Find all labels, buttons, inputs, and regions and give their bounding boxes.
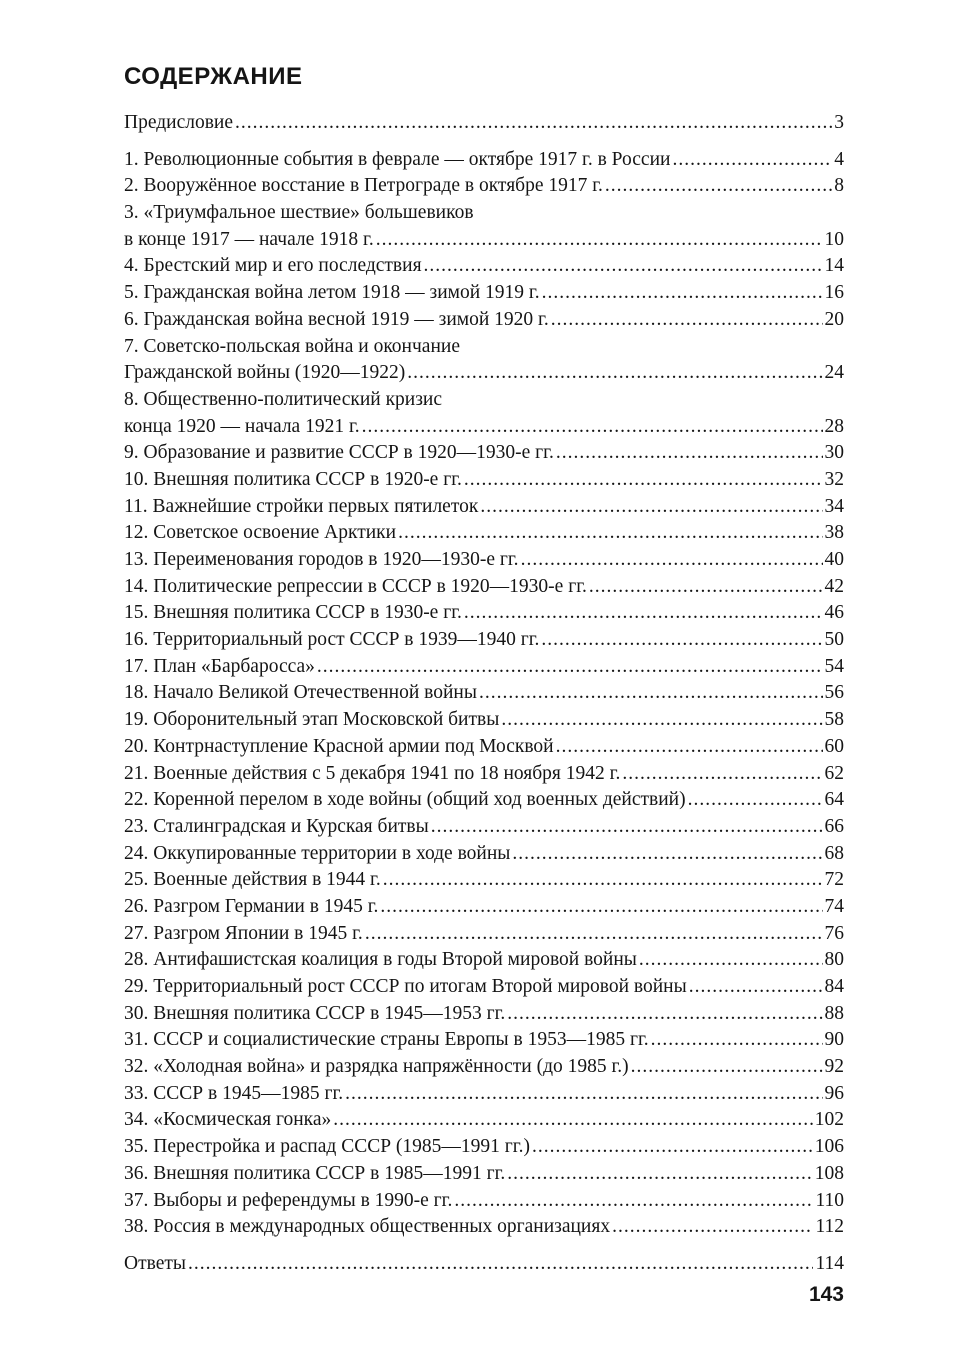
dot-leader [376, 227, 823, 254]
dot-leader [651, 1027, 823, 1054]
dot-leader [612, 1214, 813, 1241]
toc-entry-page: 112 [815, 1216, 844, 1238]
dot-leader [631, 1054, 823, 1081]
dot-leader [688, 787, 823, 814]
toc-entry-page: 66 [824, 815, 844, 837]
toc-entry-title: 6. Гражданская война весной 1919 — зимой 1920 г. [124, 308, 549, 330]
toc-entry-title: 34. «Космическая гонка» [124, 1109, 332, 1131]
toc-entry-title: 4. Брестский мир и его последствия [124, 255, 422, 277]
toc-entry-page: 90 [824, 1029, 844, 1051]
toc-entry-page: 16 [824, 282, 844, 304]
dot-leader [235, 110, 832, 137]
dot-leader [507, 1001, 822, 1028]
toc-entry-title: Предисловие [124, 112, 234, 133]
toc-entry-page: 38 [824, 522, 844, 544]
toc-entry-page: 80 [824, 949, 844, 971]
toc-entry[interactable] [124, 520, 844, 547]
toc-entry-title: 17. План «Барбаросса» [124, 655, 315, 677]
toc-entry[interactable] [124, 1054, 844, 1081]
toc-entry-page: 32 [824, 468, 844, 490]
dot-leader [424, 253, 823, 280]
toc-entry-title: 30. Внешняя политика СССР в 1945—1953 гг. [124, 1002, 506, 1024]
toc-entry[interactable] [124, 1081, 844, 1108]
dot-leader [407, 360, 822, 387]
toc-entry-title: 33. СССР в 1945—1985 гг. [124, 1082, 344, 1104]
toc-entry-title: 38. Россия в международных общественных организациях [124, 1216, 611, 1238]
dot-leader [622, 761, 822, 788]
toc-entry-title: 35. Перестройка и распад СССР (1985—1991 гг.) [124, 1136, 530, 1158]
toc-entry[interactable] [124, 787, 844, 814]
dot-leader [532, 1134, 813, 1161]
toc-entry-title: 11. Важнейшие стройки первых пятилеток [124, 495, 479, 517]
toc-entry-page: 42 [824, 575, 844, 597]
toc-entry-page: 4 [834, 148, 844, 170]
toc-entry[interactable] [124, 1214, 844, 1241]
dot-leader [605, 173, 832, 200]
toc-entry[interactable] [124, 947, 844, 974]
toc-entry-page: 8 [834, 175, 844, 197]
toc-entry[interactable] [124, 680, 844, 707]
toc-entry-title: 27. Разгром Японии в 1945 г. [124, 922, 363, 944]
toc-entry-page: 3 [834, 112, 844, 133]
toc-entry[interactable] [124, 627, 844, 654]
page-number: 143 [808, 1283, 844, 1306]
toc-entry-page: 46 [824, 602, 844, 624]
dot-leader [542, 280, 823, 307]
dot-leader [464, 600, 823, 627]
toc-entry-title: 32. «Холодная война» и разрядка напряжённости (до 1985 г.) [124, 1056, 629, 1078]
toc-entry-page: 68 [824, 842, 844, 864]
toc-entry-page: 14 [824, 255, 844, 277]
toc-entry[interactable] [124, 307, 844, 334]
toc-entry[interactable] [124, 1161, 844, 1188]
dot-leader [501, 707, 822, 734]
toc-entry-title: 37. Выборы и референдумы в 1990-е гг. [124, 1189, 453, 1211]
toc-entry-page: 64 [824, 789, 844, 811]
toc-entry-page: 24 [824, 362, 844, 384]
dot-leader [188, 1251, 813, 1278]
dot-leader [556, 440, 823, 467]
toc-entry-title: Гражданской войны (1920—1922) [124, 362, 406, 384]
toc-entry[interactable] [124, 1001, 844, 1028]
toc-entry[interactable] [124, 814, 844, 841]
toc-chapter-list [124, 147, 844, 1241]
toc-entry[interactable] [124, 547, 844, 574]
toc-entry-title: 9. Образование и развитие СССР в 1920—1930-е гг. [124, 442, 554, 464]
toc-entry[interactable] [124, 147, 844, 174]
page-title: СОДЕРЖАНИЕ [124, 63, 303, 90]
toc-entry-page: 28 [824, 415, 844, 437]
dot-leader [689, 974, 823, 1001]
toc-entry-page: 74 [824, 895, 844, 917]
dot-leader [454, 1188, 813, 1215]
toc-entry[interactable] [124, 707, 844, 734]
toc-entry-title-line1[interactable]: 7. Советско-польская война и окончание [124, 335, 460, 357]
toc-entry-title: 1. Революционные события в феврале — октябре 1917 г. в России [124, 148, 671, 170]
toc-entry-title: конца 1920 — начала 1921 г. [124, 415, 360, 437]
toc-entry-title: 19. Оборонительный этап Московской битвы [124, 709, 500, 731]
dot-leader [431, 814, 823, 841]
toc-entry[interactable] [124, 1188, 844, 1215]
toc-entry-page: 54 [824, 655, 844, 677]
toc-entry-page: 40 [824, 549, 844, 570]
toc-entry-title: 28. Антифашистская коалиция в годы Второй мировой войны [124, 949, 637, 971]
dot-leader [464, 467, 823, 494]
toc-entry[interactable] [124, 440, 844, 467]
dot-leader [362, 414, 823, 441]
dot-leader [551, 307, 823, 334]
toc-entry-title: 2. Вооружённое восстание в Петрограде в октябре 1917 г. [124, 175, 603, 197]
toc-entry-page: 102 [814, 1109, 844, 1131]
dot-leader [672, 147, 832, 174]
toc-entry[interactable] [124, 734, 844, 761]
toc-entry[interactable] [124, 280, 844, 307]
toc-entry[interactable] [124, 467, 844, 494]
toc-entry-page: 56 [824, 682, 844, 704]
toc-entry[interactable] [124, 867, 844, 894]
toc-entry-title: 22. Коренной перелом в ходе войны (общий ход военных действий) [124, 789, 686, 811]
dot-leader [589, 574, 823, 601]
dot-leader [507, 1161, 813, 1188]
toc-entry-title: в конце 1917 — начале 1918 г. [124, 228, 374, 250]
toc-entry-title: 18. Начало Великой Отечественной войны [124, 682, 477, 704]
toc-entry-page: 72 [824, 869, 844, 891]
toc-entry-title-line1[interactable]: 3. «Триумфальное шествие» большевиков [124, 202, 474, 224]
toc-entry-page: 110 [815, 1189, 844, 1211]
toc-entry-title: 31. СССР и социалистические страны Европы в 1953—1985 гг. [124, 1029, 649, 1051]
dot-leader [556, 734, 823, 761]
dot-leader [317, 654, 823, 681]
toc-entry-title: 5. Гражданская война летом 1918 — зимой 1919 г. [124, 282, 540, 304]
toc-entry[interactable] [124, 360, 844, 387]
toc-entry-title: 23. Сталинградская и Курская битвы [124, 815, 429, 837]
toc-entry-title: 16. Территориальный рост СССР в 1939—1940 гг. [124, 629, 540, 651]
toc-entry-page: 76 [824, 922, 844, 944]
toc-entry[interactable] [124, 574, 844, 601]
dot-leader [383, 867, 823, 894]
toc-entry[interactable] [124, 494, 844, 521]
toc-entry-title: 36. Внешняя политика СССР в 1985—1991 гг. [124, 1162, 506, 1184]
toc-entry[interactable] [124, 1134, 844, 1161]
dot-leader [365, 921, 823, 948]
toc-entry[interactable] [124, 1027, 844, 1054]
dot-leader [541, 627, 822, 654]
toc-entry-page: 50 [824, 629, 844, 651]
toc-entry-page: 114 [815, 1252, 844, 1274]
toc-entry[interactable] [124, 894, 844, 921]
dot-leader [512, 841, 822, 868]
toc-entry[interactable] [124, 654, 844, 681]
toc-entry[interactable] [124, 1107, 844, 1134]
dot-leader [398, 520, 822, 547]
toc-entry[interactable] [124, 761, 844, 788]
toc-entry-title: 20. Контрнаступление Красной армии под Москвой [124, 735, 554, 757]
toc-entry-title-line1[interactable]: 8. Общественно-политический кризис [124, 388, 443, 410]
toc-entry-title: 26. Разгром Германии в 1945 г. [124, 895, 379, 917]
toc-entry[interactable] [124, 173, 844, 200]
toc-entry-page: 30 [824, 442, 844, 464]
toc-entry[interactable] [124, 974, 844, 1001]
toc-entry-page: 10 [824, 228, 844, 250]
toc-entry-title: 25. Военные действия в 1944 г. [124, 869, 381, 891]
toc-entry-title: 24. Оккупированные территории в ходе войны [124, 842, 511, 864]
toc-entry-title: 14. Политические репрессии в СССР в 1920—1930-е гг. [124, 575, 587, 597]
toc-entry-page: 106 [814, 1136, 844, 1158]
toc-entry-title: 15. Внешняя политика СССР в 1930-е гг. [124, 602, 462, 624]
toc-entry-title: 10. Внешняя политика СССР в 1920-е гг. [124, 468, 462, 490]
toc-entry-title: 12. Советское освоение Арктики [124, 522, 397, 544]
dot-leader [380, 894, 822, 921]
toc-entry[interactable] [124, 600, 844, 627]
toc-entry-page: 60 [824, 735, 844, 757]
toc-entry-title: Ответы [124, 1252, 186, 1274]
toc-entry-page: 62 [824, 762, 844, 784]
dot-leader [345, 1081, 822, 1108]
toc-entry[interactable] [124, 414, 844, 441]
dot-leader [639, 947, 823, 974]
toc-entry[interactable] [124, 227, 844, 254]
toc-entry-title: 21. Военные действия с 5 декабря 1941 по 18 ноября 1942 г. [124, 762, 621, 784]
toc-entry-page: 58 [824, 709, 844, 731]
dot-leader [333, 1107, 812, 1134]
toc-entry-page: 88 [824, 1002, 844, 1024]
toc-entry-page: 108 [814, 1162, 844, 1184]
toc-entry-answers[interactable] [124, 1251, 844, 1278]
toc-entry[interactable] [124, 841, 844, 868]
toc-entry-page: 20 [824, 308, 844, 330]
table-of-contents [124, 110, 844, 1278]
toc-entry-page: 92 [824, 1056, 844, 1078]
toc-entry[interactable] [124, 253, 844, 280]
toc-entry-title: 13. Переименования городов в 1920—1930-е гг. [124, 549, 519, 570]
toc-entry-title: 29. Территориальный рост СССР по итогам Второй мировой войны [124, 976, 687, 997]
dot-leader [480, 494, 822, 521]
dot-leader [479, 680, 823, 707]
toc-entry-preface[interactable] [124, 110, 844, 137]
toc-entry-page: 84 [824, 976, 844, 997]
dot-leader [521, 547, 823, 574]
toc-entry-page: 34 [824, 495, 844, 517]
toc-entry[interactable] [124, 921, 844, 948]
toc-entry-page: 96 [824, 1082, 844, 1104]
